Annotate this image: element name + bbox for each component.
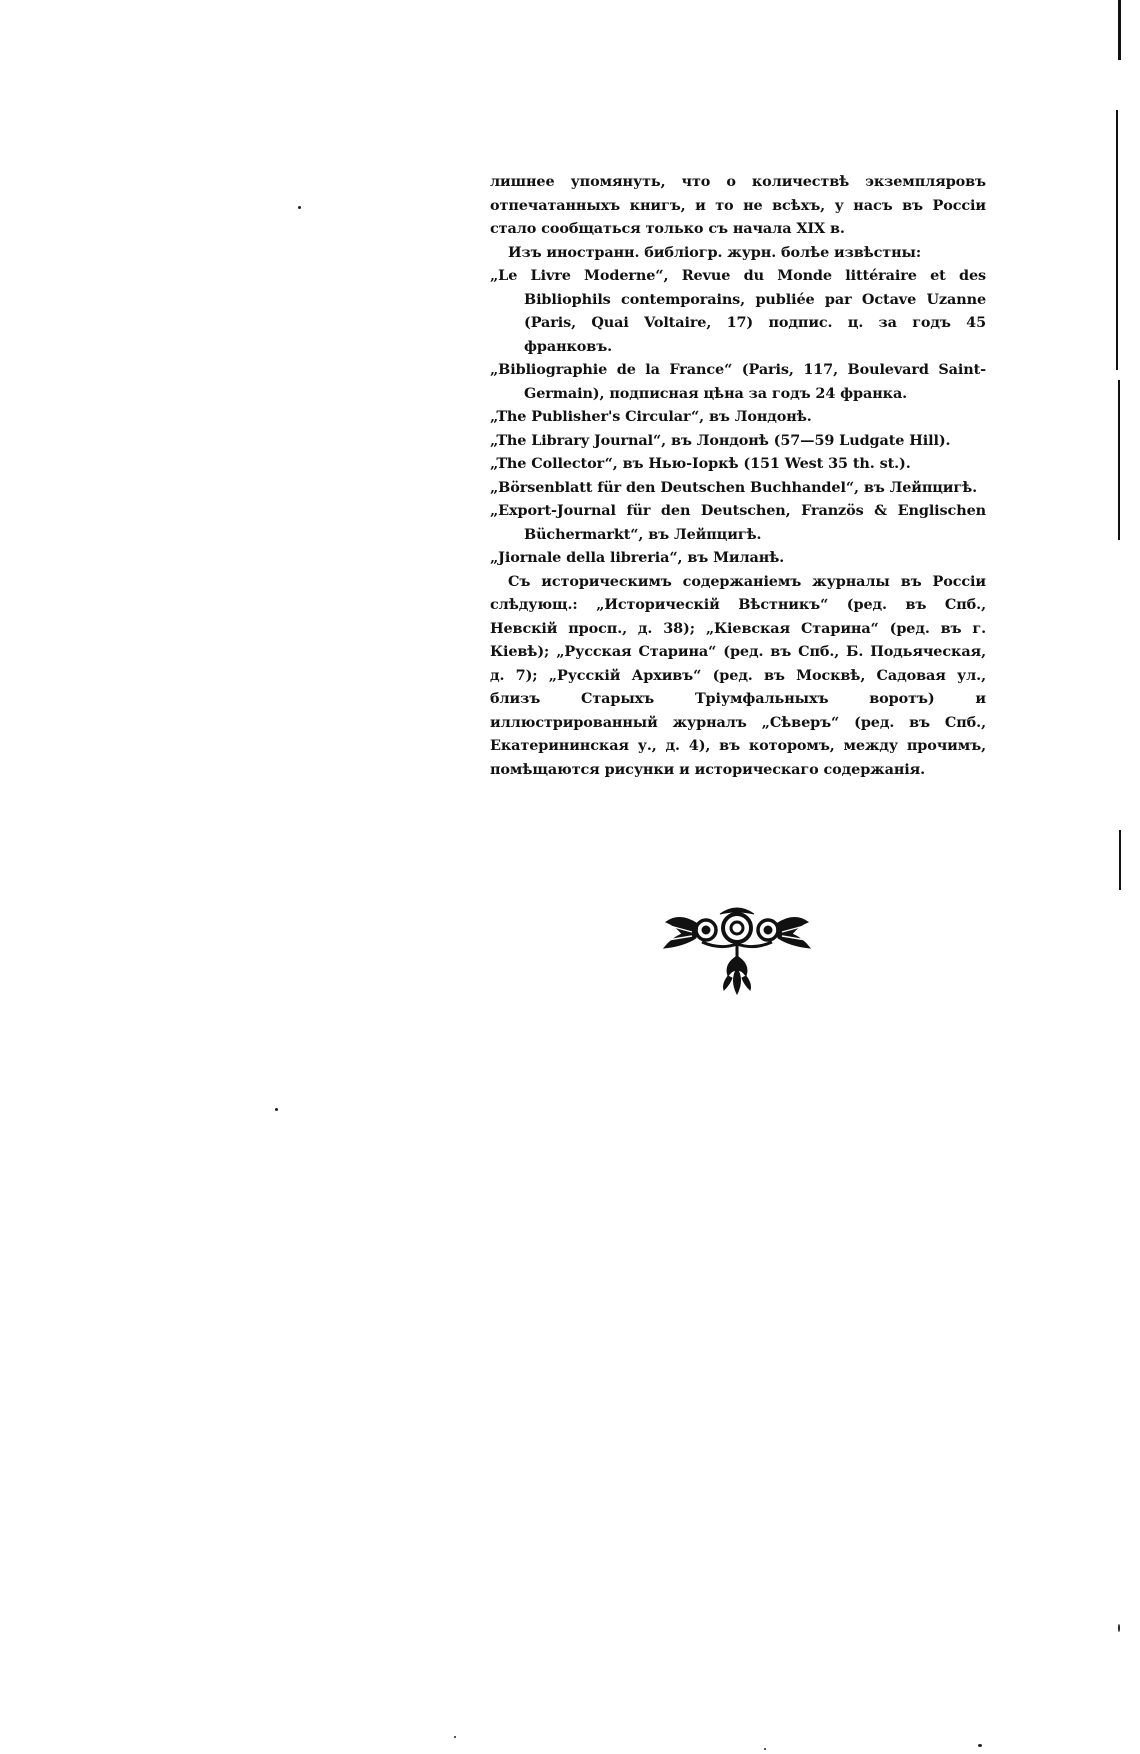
journal-entry: „Le Livre Moderne“, Revue du Monde littéraire et des Bibliophils contemporains, publiée par Octave Uzanne (Paris, Quai Voltaire, 17) подпис. ц. за годъ 45 франковъ. bbox=[490, 267, 986, 355]
journal-entry: „Export-Journal für den Deutschen, Französ & Englischen Büchermarkt“, въ Лейпцигѣ. bbox=[490, 502, 986, 543]
journal-entry: „Bibliographie de la France“ (Paris, 117, Boulevard Saint-Germain), подписная цѣна за годъ 24 франка. bbox=[490, 361, 986, 402]
journal-entry: „Börsenblatt für den Deutschen Buchhandel“, въ Лейпцигѣ. bbox=[490, 478, 978, 496]
journal-entry: „The Library Journal“, въ Лондонѣ (57—59 Ludgate Hill). bbox=[490, 431, 951, 449]
scan-speck bbox=[764, 1748, 766, 1750]
history-journals-paragraph: Съ историческимъ содержаніемъ журналы въ Россіи слѣдующ.: „Историческій Вѣстникъ“ (ред. въ Спб., Невскій просп., д. 38); „Кіевская Старина“ (ред. въ г. Кіевѣ); „Русская Старина“ (ред. въ Спб., Б. Подьяческая, д. 7); „Русскій Архивъ“ (ред. въ Москвѣ, Садовая ул., близъ Старыхъ Тріумфальныхъ воротъ) и иллюстрированный журналъ „Сѣверъ“ (ред. въ Спб., Екатерининская у., д. 4), въ которомъ, между прочимъ, помѣщаются рисунки и историческаго содержанія. bbox=[490, 572, 986, 778]
scan-speck bbox=[275, 1108, 278, 1111]
floral-tailpiece-icon bbox=[662, 904, 812, 996]
journal-entry: „The Collector“, въ Нью-Іоркѣ (151 West 35 th. st.). bbox=[490, 455, 911, 472]
scan-speck bbox=[978, 1744, 982, 1747]
scan-speck bbox=[298, 206, 301, 209]
scan-edge-line bbox=[1116, 110, 1118, 370]
journal-entry: „Jiornale della libreria“, въ Миланѣ. bbox=[490, 549, 785, 566]
scan-edge-line bbox=[1119, 830, 1121, 890]
intro-paragraph: лишнее упомянуть, что о количествѣ экземпляровъ отпечатанныхъ книгъ, и то не всѣхъ, у насъ въ Россіи стало сообщаться только съ начала XIX в. bbox=[490, 173, 986, 237]
scan-edge-line bbox=[1118, 0, 1121, 60]
journal-entry: „The Publisher's Circular“, въ Лондонѣ. bbox=[490, 408, 812, 425]
scan-edge-line bbox=[1118, 380, 1120, 540]
page-text bbox=[490, 170, 986, 781]
foreign-journals-heading: Изъ иностранн. библіогр. журн. болѣе извѣстны: bbox=[508, 243, 922, 261]
scan-speck bbox=[454, 1736, 456, 1738]
scan-speck bbox=[1118, 1624, 1120, 1632]
